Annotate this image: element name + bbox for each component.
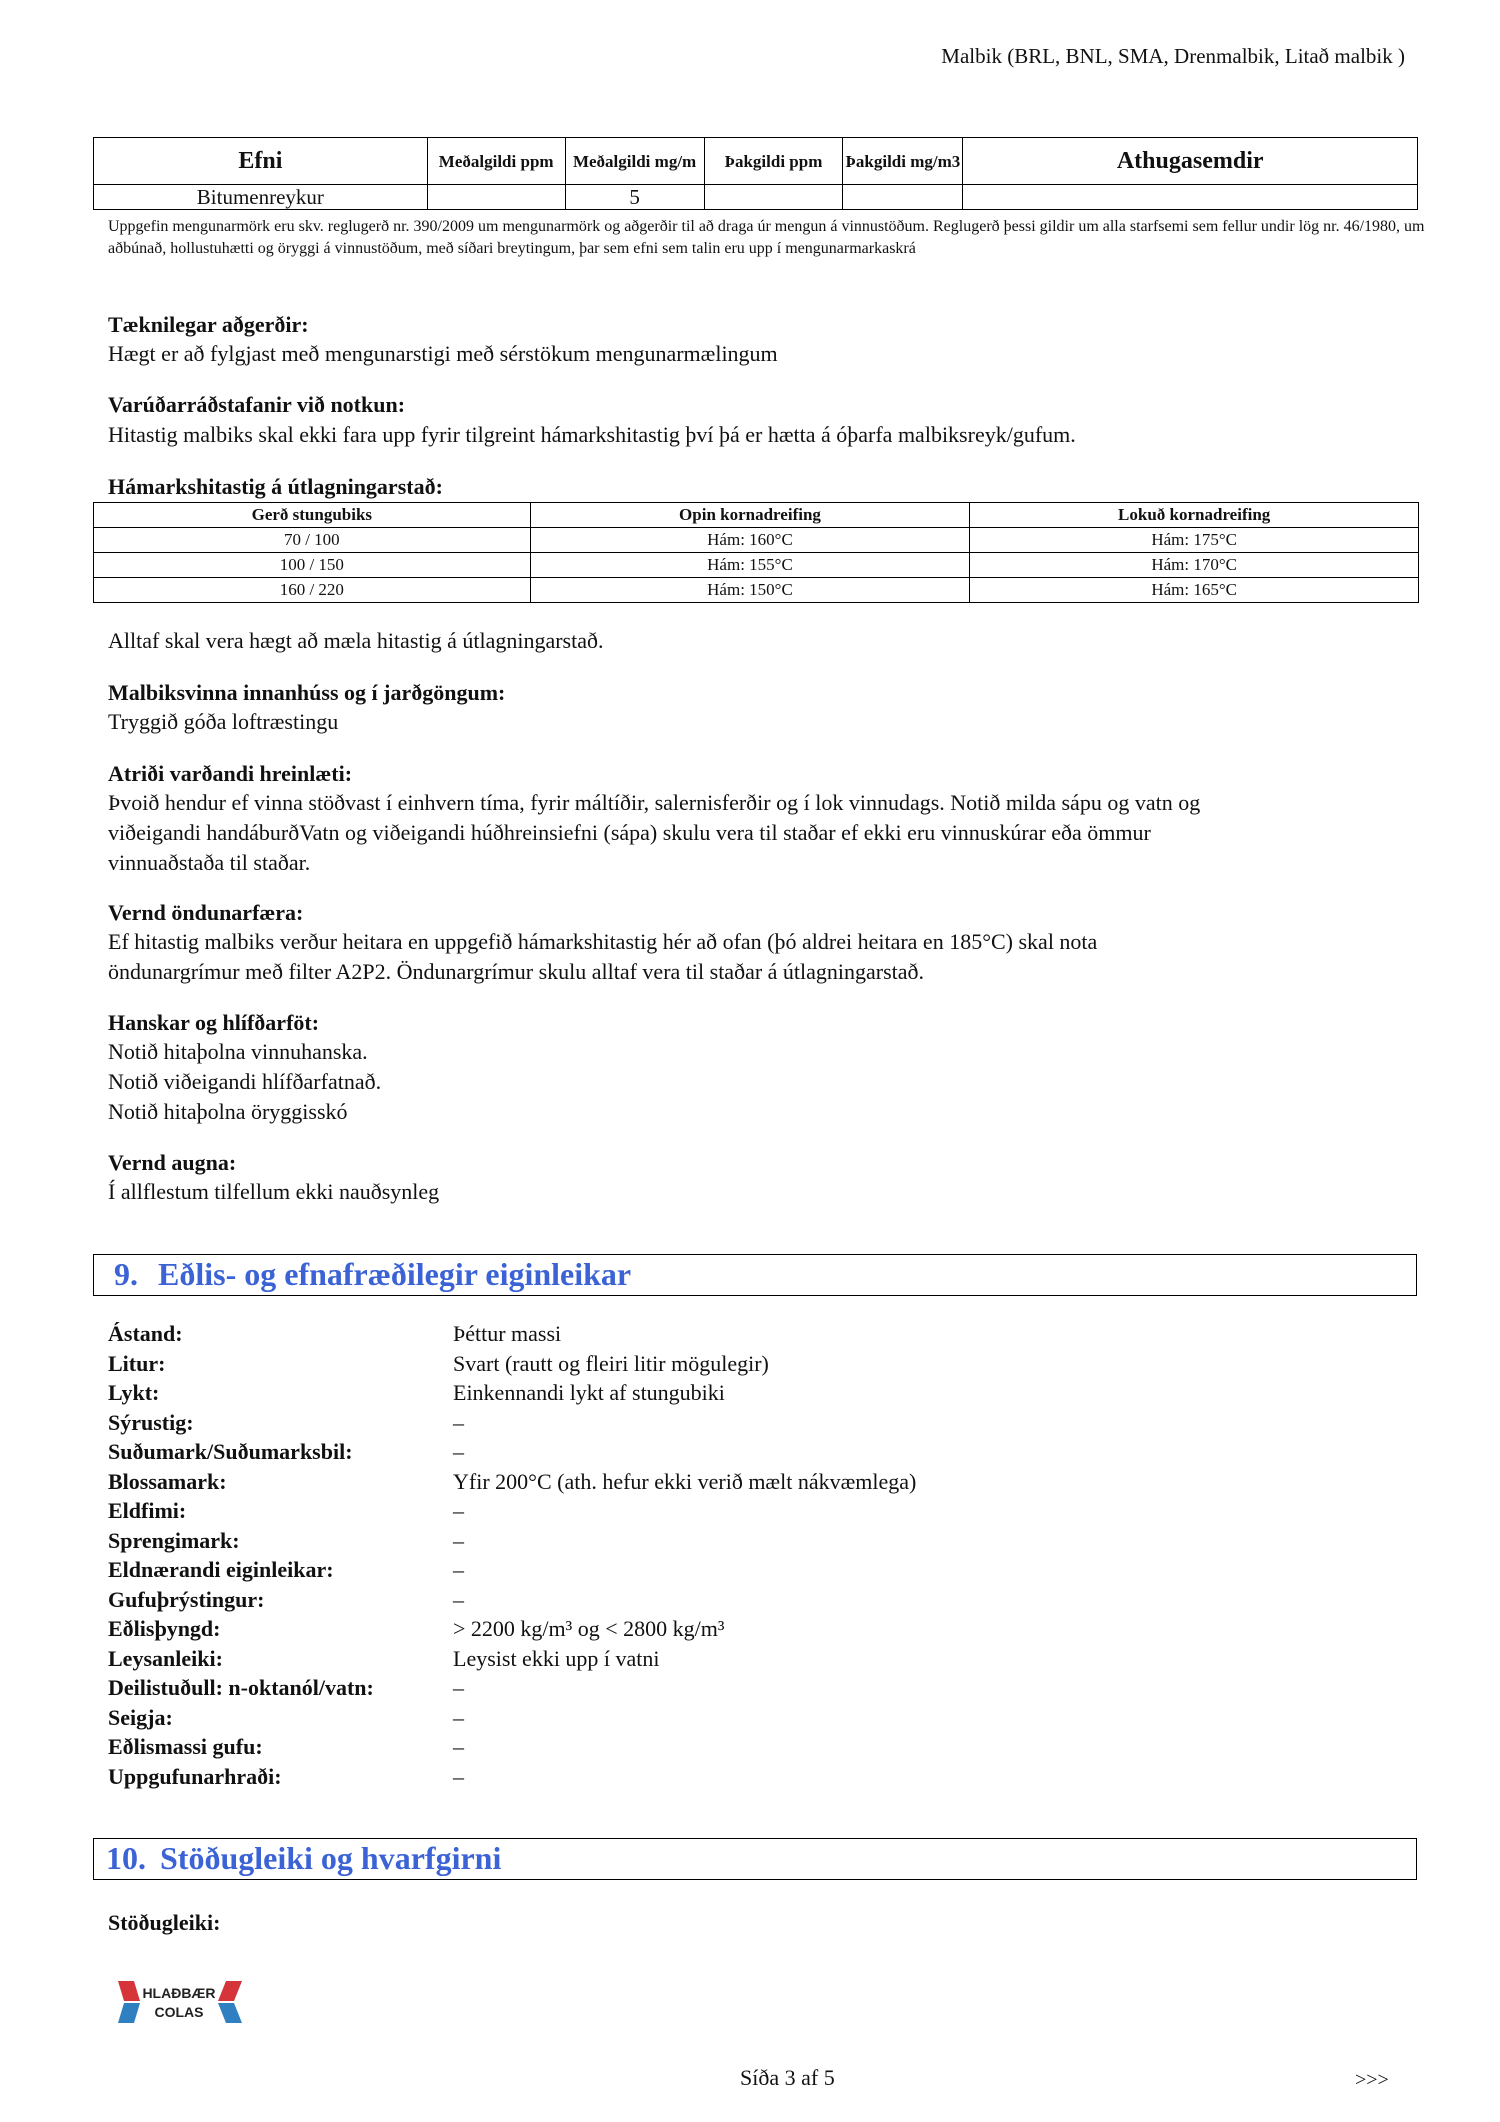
logo-red-left-stripe xyxy=(118,1981,140,2001)
property-label: Eldnærandi eiginleikar: xyxy=(108,1557,334,1582)
next-page-indicator: >>> xyxy=(1355,2069,1389,2091)
technical-text: Hægt er að fylgjast með mengunarstigi með sérstökum mengunarmælingum xyxy=(108,341,778,366)
table-row xyxy=(94,553,1419,578)
table-cell: Hám: 175°C xyxy=(970,528,1419,553)
indoor-heading: Malbiksvinna innanhúss og í jarðgöngum: xyxy=(108,680,506,705)
hygiene-heading: Atriði varðandi hreinlæti: xyxy=(108,761,353,786)
table-cell: Hám: 165°C xyxy=(970,578,1419,603)
table-row xyxy=(94,578,1419,603)
property-value: – xyxy=(453,1704,464,1730)
company-logo xyxy=(114,1977,244,2027)
max-temp-heading: Hámarkshitastig á útlagningarstað: xyxy=(108,474,443,499)
column-header: Efni xyxy=(94,138,428,185)
document-header-title: Malbik (BRL, BNL, SMA, Drenmalbik, Litað malbik ) xyxy=(941,44,1405,68)
stability-heading: Stöðugleiki: xyxy=(108,1910,221,1935)
gloves-heading: Hanskar og hlífðarföt: xyxy=(108,1010,320,1035)
table-row xyxy=(94,528,1419,553)
gloves-text-line: Notið hitaþolna vinnuhanska. xyxy=(108,1039,368,1064)
logo-blue-left-stripe xyxy=(118,2003,140,2023)
table-cell xyxy=(427,185,565,210)
regulation-footnote: Uppgefin mengunarmörk eru skv. reglugerð nr. 390/2009 um mengunarmörk og aðgerðir til að draga úr mengun á vinnustöðum. Reglugerð þessi gildir um alla starfsemi sem fellur undir lög nr. 46/1980, um aðbúnað, hollustuhætti og öryggi á vinnustöðum, með síðari breytingum, þar sem efni sem talin eru upp í mengunarmarkaskrá xyxy=(108,218,1425,257)
property-label: Lykt: xyxy=(108,1380,160,1405)
table-cell: Hám: 150°C xyxy=(530,578,970,603)
column-header: Meðalgildi mg/m xyxy=(565,138,704,185)
property-value: Leysist ekki upp í vatni xyxy=(453,1645,660,1671)
column-header: Gerð stungubiks xyxy=(94,503,531,528)
page-number: Síða 3 af 5 xyxy=(740,2065,835,2090)
property-label: Blossamark: xyxy=(108,1468,227,1494)
property-label: Uppgufunarhraði: xyxy=(108,1763,282,1789)
table-row xyxy=(94,185,1418,210)
section-title-text: Stöðugleiki og hvarfgirni xyxy=(160,1840,502,1876)
column-header: Opin kornadreifing xyxy=(530,503,970,528)
property-value: – xyxy=(453,1527,464,1553)
property-value: – xyxy=(453,1409,464,1435)
table-cell: Bitumenreykur xyxy=(94,185,428,210)
property-value: Einkennandi lykt af stungubiki xyxy=(453,1380,725,1405)
logo-text-line2: COLAS xyxy=(154,2004,204,2020)
property-value: – xyxy=(453,1763,464,1789)
column-header: Þakgildi ppm xyxy=(704,138,843,185)
property-label: Sýrustig: xyxy=(108,1409,194,1435)
hygiene-text-line: vinnuaðstaða til staðar. xyxy=(108,850,311,875)
table-cell xyxy=(843,185,963,210)
always-measure-text: Alltaf skal vera hægt að mæla hitastig á útlagningarstað. xyxy=(108,628,604,653)
property-value: – xyxy=(453,1498,464,1523)
table-cell: Hám: 155°C xyxy=(530,553,970,578)
gloves-text-line: Notið hitaþolna öryggisskó xyxy=(108,1099,348,1124)
table-cell xyxy=(704,185,843,210)
property-label: Eðlismassi gufu: xyxy=(108,1734,263,1759)
respiratory-text-line: Ef hitastig malbiks verður heitara en uppgefið hámarkshitastig hér að ofan (þó aldrei heitara en 185°C) skal nota xyxy=(108,929,1098,954)
precautions-heading: Varúðarráðstafanir við notkun: xyxy=(108,392,406,417)
gloves-text-line: Notið viðeigandi hlífðarfatnað. xyxy=(108,1069,382,1094)
property-value: – xyxy=(453,1439,464,1464)
logo-red-right-stripe xyxy=(218,1981,242,2001)
property-value: – xyxy=(453,1586,464,1612)
table-cell: Hám: 160°C xyxy=(530,528,970,553)
table-cell: 70 / 100 xyxy=(94,528,531,553)
property-label: Eðlisþyngd: xyxy=(108,1616,221,1641)
precautions-text: Hitastig malbiks skal ekki fara upp fyrir tilgreint hámarkshitastig því þá er hætta á óþarfa malbiksreyk/gufum. xyxy=(108,422,1076,447)
property-label: Eldfimi: xyxy=(108,1498,187,1523)
section-10-title xyxy=(106,1840,501,1877)
property-value: Svart (rautt og fleiri litir mögulegir) xyxy=(453,1350,769,1376)
section-9-header xyxy=(93,1254,1417,1296)
property-value: > 2200 kg/m³ og < 2800 kg/m³ xyxy=(453,1616,725,1641)
hygiene-text-line: Þvoið hendur ef vinna stöðvast í einhvern tíma, fyrir máltíðir, salernisferðir og í lok vinnudags. Notið milda sápu og vatn og xyxy=(108,790,1201,815)
logo-blue-right-stripe xyxy=(218,2003,242,2023)
respiratory-text-line: öndunargrímur með filter A2P2. Öndunargrímur skulu alltaf vera til staðar á útlagningarstað. xyxy=(108,959,925,984)
column-header: Lokuð kornadreifing xyxy=(970,503,1419,528)
table-cell: 100 / 150 xyxy=(94,553,531,578)
property-value: Yfir 200°C (ath. hefur ekki verið mælt nákvæmlega) xyxy=(453,1468,917,1494)
property-label: Litur: xyxy=(108,1350,166,1376)
indoor-text: Tryggið góða loftræstingu xyxy=(108,709,339,734)
property-value: – xyxy=(453,1557,464,1582)
exposure-table-header-row xyxy=(94,138,1418,185)
section-number: 9. xyxy=(114,1256,138,1292)
section-number: 10. xyxy=(106,1840,146,1876)
table-cell: 160 / 220 xyxy=(94,578,531,603)
eyes-heading: Vernd augna: xyxy=(108,1150,237,1175)
technical-heading: Tæknilegar aðgerðir: xyxy=(108,312,309,337)
exposure-limits-table xyxy=(93,137,1418,210)
logo-text-line1: HLAÐBÆR xyxy=(142,1985,216,2001)
property-label: Gufuþrýstingur: xyxy=(108,1586,265,1612)
column-header: Athugasemdir xyxy=(963,138,1418,185)
property-value: Þéttur massi xyxy=(453,1321,562,1346)
property-label: Ástand: xyxy=(108,1321,183,1346)
property-label: Deilistuðull: n-oktanól/vatn: xyxy=(108,1675,374,1700)
column-header: Þakgildi mg/m3 xyxy=(843,138,963,185)
property-label: Leysanleiki: xyxy=(108,1645,223,1671)
eyes-text: Í allflestum tilfellum ekki nauðsynleg xyxy=(108,1179,440,1204)
property-label: Sprengimark: xyxy=(108,1527,240,1553)
section-10-header xyxy=(93,1838,1417,1880)
hygiene-text-line: viðeigandi handáburðVatn og viðeigandi húðhreinsiefni (sápa) skulu vera til staðar ef ekki eru vinnuskúrar eða ömmur xyxy=(108,820,1151,845)
property-label: Seigja: xyxy=(108,1704,173,1730)
max-temp-table xyxy=(93,502,1419,603)
property-value: – xyxy=(453,1675,464,1700)
respiratory-heading: Vernd öndunarfæra: xyxy=(108,900,304,925)
table-cell: 5 xyxy=(565,185,704,210)
temp-table-header-row xyxy=(94,503,1419,528)
section-title-text: Eðlis- og efnafræðilegir eiginleikar xyxy=(158,1256,632,1292)
column-header: Meðalgildi ppm xyxy=(427,138,565,185)
property-value: – xyxy=(453,1734,464,1759)
table-cell xyxy=(963,185,1418,210)
table-cell: Hám: 170°C xyxy=(970,553,1419,578)
section-9-title xyxy=(114,1256,631,1293)
property-label: Suðumark/Suðumarksbil: xyxy=(108,1439,353,1464)
